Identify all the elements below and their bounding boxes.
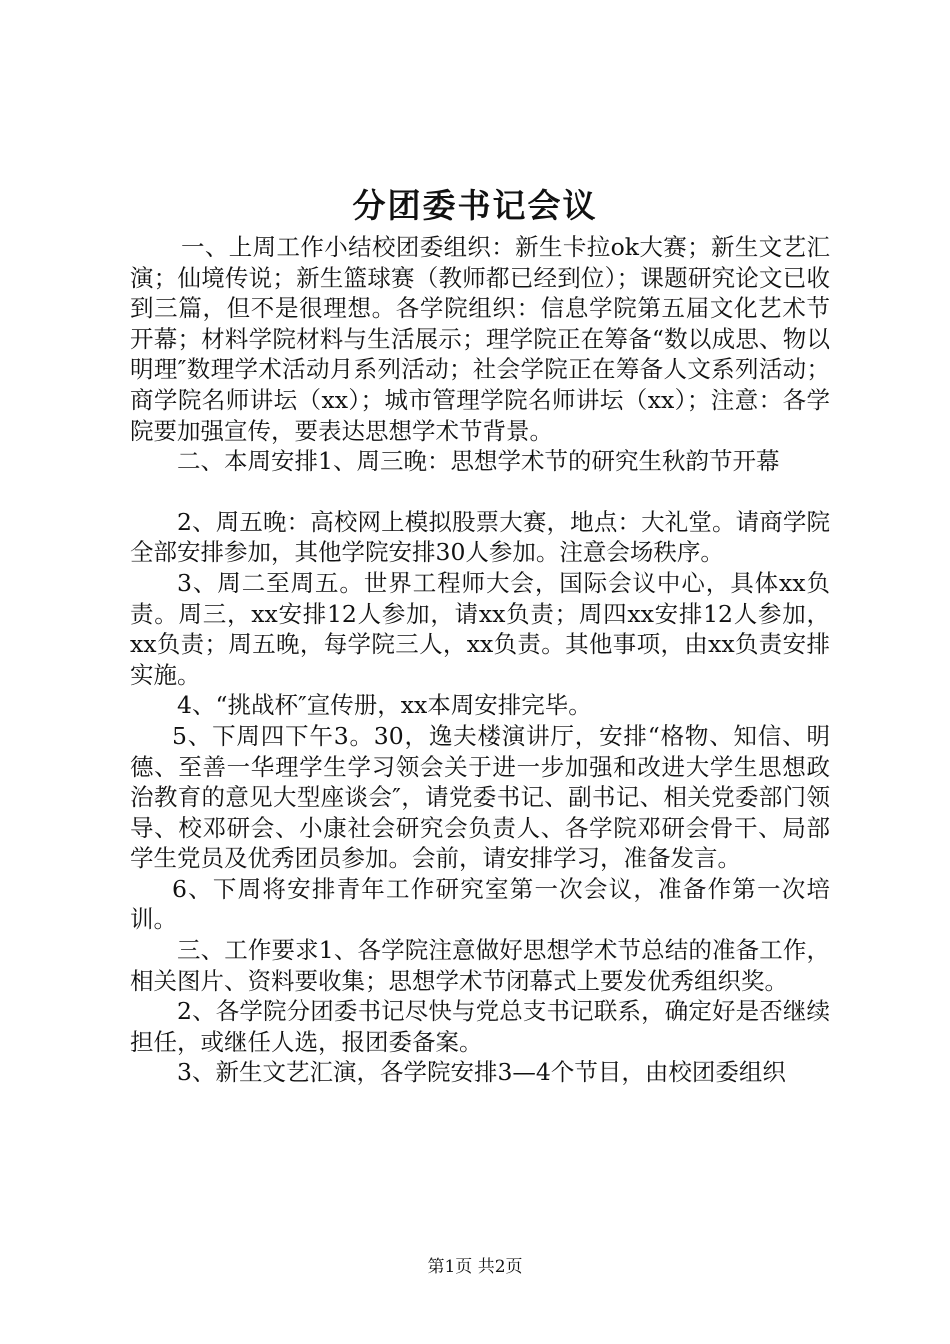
document-title: 分团委书记会议 bbox=[352, 186, 598, 225]
paragraph-this-week-plan: 二、本周安排1、周三晚：思想学术节的研究生秋韵节开幕 bbox=[177, 447, 780, 476]
paragraph-item-5: 5、下周四下午3。30，逸夫楼演讲厅，安排“格物、知信、明德、至善一华理学生学习领会关于进一步加强和改进大学生思想政治教育的意见大型座谈会″，请党委书记、副书记、相关党委部门领导、校邓研会、小康社会研究会负责人、各学院邓研会骨干、局部学生党员及优秀团员参加。会前，请安排学习，准备发言。 bbox=[130, 721, 830, 873]
paragraph-last-week-summary: 一、上周工作小结校团委组织：新生卡拉ok大赛；新生文艺汇演；仙境传说；新生篮球赛（教师都已经到位）；课题研究论文已收到三篇，但不是很理想。各学院组织：信息学院第五届文化艺术节开幕；材料学院材料与生活展示；理学院正在筹备“数以成思、物以明理″数理学术活动月系列活动；社会学院正在筹备人文系列活动；商学院名师讲坛（xx）；城市管理学院名师讲坛（xx）；注意：各学院要加强宣传，要表达思想学术节背景。 bbox=[130, 233, 830, 445]
page-number-footer: 第1页 共2页 bbox=[427, 1257, 523, 1277]
paragraph-requirement-3: 3、新生文艺汇演，各学院安排3—4个节目，由校团委组织 bbox=[177, 1058, 786, 1087]
paragraph-work-requirements: 三、工作要求1、各学院注意做好思想学术节总结的准备工作，相关图片、资料要收集；思想学术节闭幕式上要发优秀组织奖。 bbox=[130, 936, 830, 995]
paragraph-item-2: 2、周五晚：高校网上模拟股票大赛，地点：大礼堂。请商学院全部安排参加，其他学院安排30人参加。注意会场秩序。 bbox=[130, 507, 830, 567]
paragraph-item-4: 4、“挑战杯″宣传册，xx本周安排完毕。 bbox=[177, 691, 592, 720]
paragraph-item-6: 6、下周将安排青年工作研究室第一次会议，准备作第一次培训。 bbox=[130, 874, 830, 934]
paragraph-requirement-2: 2、各学院分团委书记尽快与党总支书记联系，确定好是否继续担任，或继任人选，报团委备案。 bbox=[130, 997, 830, 1056]
paragraph-item-3: 3、周二至周五。世界工程师大会，国际会议中心，具体xx负责。周三，xx安排12人参加，请xx负责；周四xx安排12人参加，xx负责；周五晚，每学院三人，xx负责。其他事项，由xx负责安排实施。 bbox=[130, 568, 830, 689]
document-body bbox=[130, 232, 830, 1088]
